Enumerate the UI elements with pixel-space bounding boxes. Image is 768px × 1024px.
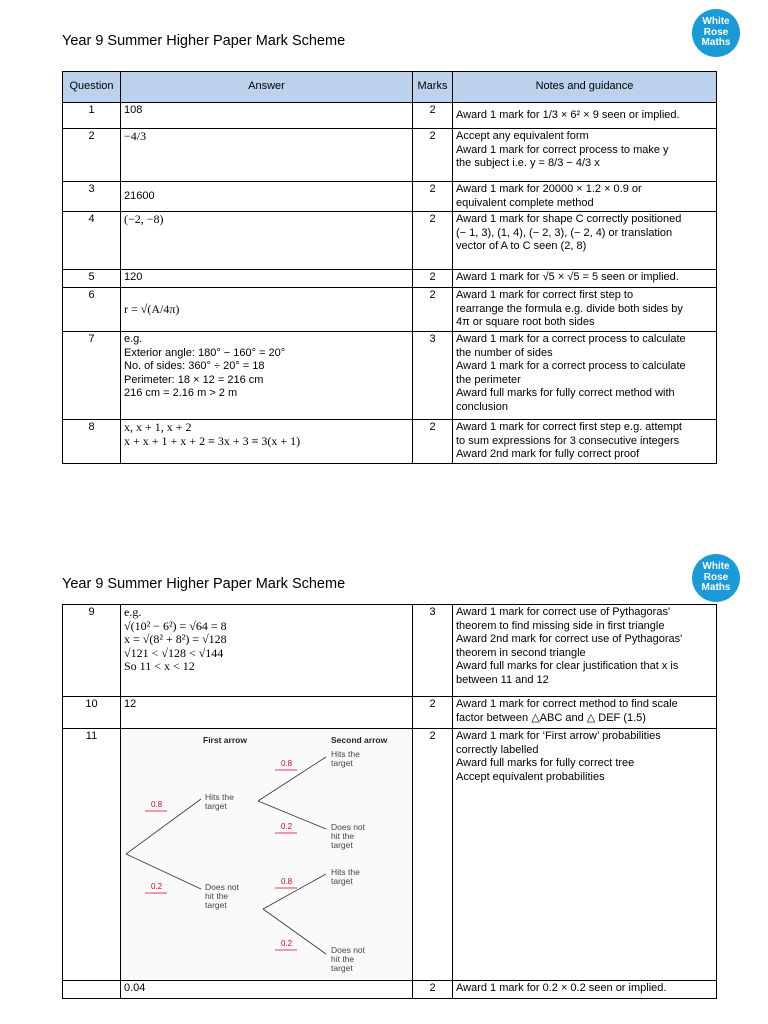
note-line: (− 1, 3), (1, 4), (− 2, 3), (− 2, 4) or translation xyxy=(456,226,673,239)
table-row xyxy=(63,182,717,212)
table-row xyxy=(63,270,717,288)
answer-line: √(10² − 6²) = √64 = 8 xyxy=(124,618,227,633)
marks-cell: 2 xyxy=(413,420,453,464)
note-line: the subject i.e. y = 8/3 − 4/3 x xyxy=(456,157,600,169)
question-number: 9 xyxy=(63,605,121,697)
question-number: 7 xyxy=(63,332,121,420)
note-line: Accept equivalent probabilities xyxy=(456,770,605,783)
note-line: vector of A to C seen (2, 8) xyxy=(456,240,587,252)
answer-line: x, x + 1, x + 2 xyxy=(124,420,192,434)
notes-cell xyxy=(453,212,717,270)
marks-cell: 2 xyxy=(413,182,453,212)
notes-cell xyxy=(453,103,717,129)
page-title: Year 9 Summer Higher Paper Mark Scheme xyxy=(62,33,346,49)
question-number: 2 xyxy=(63,129,121,182)
question-number xyxy=(63,981,121,999)
notes-cell xyxy=(453,697,717,729)
answer-line: √121 < √128 < √144 xyxy=(124,645,224,660)
answer-cell: 0.04 xyxy=(121,981,413,999)
notes-cell xyxy=(453,182,717,212)
question-number: 11 xyxy=(63,729,121,981)
note-line: Award 1 mark for correct first step e.g. attempt xyxy=(456,421,682,433)
notes-cell xyxy=(453,729,717,981)
table-row xyxy=(63,981,717,999)
note-line: Award 1 mark for correct method to find scale xyxy=(456,698,678,710)
note-line: between 11 and 12 xyxy=(456,673,549,686)
prob-label: 0.8 xyxy=(281,877,293,886)
marks-cell: 2 xyxy=(413,270,453,288)
marks-cell: 2 xyxy=(413,103,453,129)
note-line: theorem to find missing side in first triangle xyxy=(456,619,665,632)
note-line: Award full marks for clear justification that x is xyxy=(456,660,679,672)
notes-cell xyxy=(453,981,717,999)
notes-cell xyxy=(453,420,717,464)
table-row xyxy=(63,103,717,129)
prob-label: 0.8 xyxy=(281,759,293,768)
outcome-label: Does not hit the target xyxy=(205,882,240,910)
header-answer: Answer xyxy=(121,72,413,103)
note-line: factor between △ABC and △ DEF (1.5) xyxy=(456,711,646,724)
question-number: 8 xyxy=(63,420,121,464)
notes-cell xyxy=(453,129,717,182)
note-line: conclusion xyxy=(456,400,508,413)
table-row xyxy=(63,420,717,464)
note-line: equivalent complete method xyxy=(456,196,594,209)
answer-cell: 120 xyxy=(121,270,413,288)
table-row xyxy=(63,212,717,270)
prob-label: 0.8 xyxy=(151,800,163,809)
notes-cell xyxy=(453,288,717,332)
answer-line: 216 cm = 2.16 m > 2 m xyxy=(124,387,238,399)
white-rose-maths-logo: White Rose Maths xyxy=(692,554,740,602)
note-line: rearrange the formula e.g. divide both sides by xyxy=(456,302,683,315)
note-line: Award 1 mark for 1/3 × 6² × 9 seen or implied. xyxy=(456,108,680,121)
outcome-label: Does not hit the target xyxy=(331,945,366,973)
note-line: Award 2nd mark for correct use of Pythagoras' xyxy=(456,633,683,645)
note-line: Award 1 mark for shape C correctly positioned xyxy=(456,213,682,225)
notes-cell xyxy=(453,332,717,420)
prob-label: 0.2 xyxy=(281,822,293,831)
table-row xyxy=(63,332,717,420)
table-row xyxy=(63,729,717,981)
marks-cell: 3 xyxy=(413,605,453,697)
answer-cell: (−2, −8) xyxy=(121,212,413,270)
answer-cell xyxy=(121,420,413,464)
answer-line: No. of sides: 360° ÷ 20° = 18 xyxy=(124,360,265,372)
answer-line: Exterior angle: 180° − 160° = 20° xyxy=(124,346,286,359)
answer-line: x = √(8² + 8²) = √128 xyxy=(124,632,227,646)
answer-line: x + x + 1 + x + 2 ≡ 3x + 3 ≡ 3(x + 1) xyxy=(124,433,301,448)
prob-label: 0.2 xyxy=(151,882,163,891)
outcome-label: Hits the target xyxy=(205,792,234,811)
notes-cell xyxy=(453,270,717,288)
notes-cell xyxy=(453,605,717,697)
mark-scheme-table-2 xyxy=(62,604,717,999)
question-number: 1 xyxy=(63,103,121,129)
answer-cell: 12 xyxy=(121,697,413,729)
answer-line: Perimeter: 18 × 12 = 216 cm xyxy=(124,373,264,386)
mark-scheme-table-1 xyxy=(62,71,717,464)
note-line: Accept any equivalent form xyxy=(456,130,589,142)
header-marks: Marks xyxy=(413,72,453,103)
marks-cell: 2 xyxy=(413,212,453,270)
marks-cell: 2 xyxy=(413,288,453,332)
probability-tree-diagram xyxy=(121,729,411,979)
note-line: Award 1 mark for a correct process to calculate xyxy=(456,360,686,372)
answer-line: e.g. xyxy=(124,333,143,345)
answer-cell xyxy=(121,332,413,420)
note-line: Award 2nd mark for fully correct proof xyxy=(456,448,640,460)
note-line: Award 1 mark for correct process to make y xyxy=(456,143,669,156)
question-number: 6 xyxy=(63,288,121,332)
note-line: the perimeter xyxy=(456,373,521,386)
note-line: Award full marks for fully correct tree xyxy=(456,757,635,769)
note-line: to sum expressions for 3 consecutive integers xyxy=(456,434,680,447)
note-line: Award 1 mark for a correct process to calculate xyxy=(456,333,686,345)
answer-cell xyxy=(121,605,413,697)
table-row xyxy=(63,605,717,697)
table-row xyxy=(63,129,717,182)
question-number: 5 xyxy=(63,270,121,288)
question-number: 10 xyxy=(63,697,121,729)
prob-label: 0.2 xyxy=(281,939,293,948)
marks-cell: 2 xyxy=(413,129,453,182)
white-rose-maths-logo: White Rose Maths xyxy=(692,9,740,57)
note-line: Award 1 mark for 20000 × 1.2 × 0.9 or xyxy=(456,183,642,195)
marks-cell: 2 xyxy=(413,697,453,729)
marks-cell: 2 xyxy=(413,729,453,981)
marks-cell: 3 xyxy=(413,332,453,420)
note-line: the number of sides xyxy=(456,346,553,359)
note-line: Award 1 mark for ‘First arrow’ probabilities xyxy=(456,730,661,742)
answer-line: So 11 < x < 12 xyxy=(124,659,195,673)
question-number: 3 xyxy=(63,182,121,212)
outcome-label: Hits the target xyxy=(331,749,360,768)
answer-cell xyxy=(121,729,413,981)
outcome-label: Hits the target xyxy=(331,867,360,886)
note-line: 4π or square root both sides xyxy=(456,316,595,328)
note-line: Award full marks for fully correct method with xyxy=(456,387,675,399)
tree-head-first: First arrow xyxy=(203,735,247,745)
note-line: theorem in second triangle xyxy=(456,646,586,659)
note-line: Award 1 mark for √5 × √5 = 5 seen or implied. xyxy=(456,271,679,283)
answer-cell: 108 xyxy=(121,103,413,129)
outcome-label: Does not hit the target xyxy=(331,822,366,850)
table-row xyxy=(63,288,717,332)
question-number: 4 xyxy=(63,212,121,270)
header-notes: Notes and guidance xyxy=(453,72,717,103)
answer-line: e.g. xyxy=(124,605,142,619)
note-line: Award 1 mark for 0.2 × 0.2 seen or implied. xyxy=(456,982,667,994)
answer-cell: −4/3 xyxy=(121,129,413,182)
table-header-row xyxy=(63,72,717,103)
header-question: Question xyxy=(63,72,121,103)
tree-head-second: Second arrow xyxy=(331,735,388,745)
marks-cell: 2 xyxy=(413,981,453,999)
table-row xyxy=(63,697,717,729)
answer-cell: 21600 xyxy=(121,182,413,212)
note-line: correctly labelled xyxy=(456,743,539,756)
note-line: Award 1 mark for correct use of Pythagoras' xyxy=(456,606,671,618)
note-line: Award 1 mark for correct first step to xyxy=(456,289,634,301)
answer-cell: r = √(A/4π) xyxy=(121,288,413,332)
page-title: Year 9 Summer Higher Paper Mark Scheme xyxy=(62,576,346,592)
